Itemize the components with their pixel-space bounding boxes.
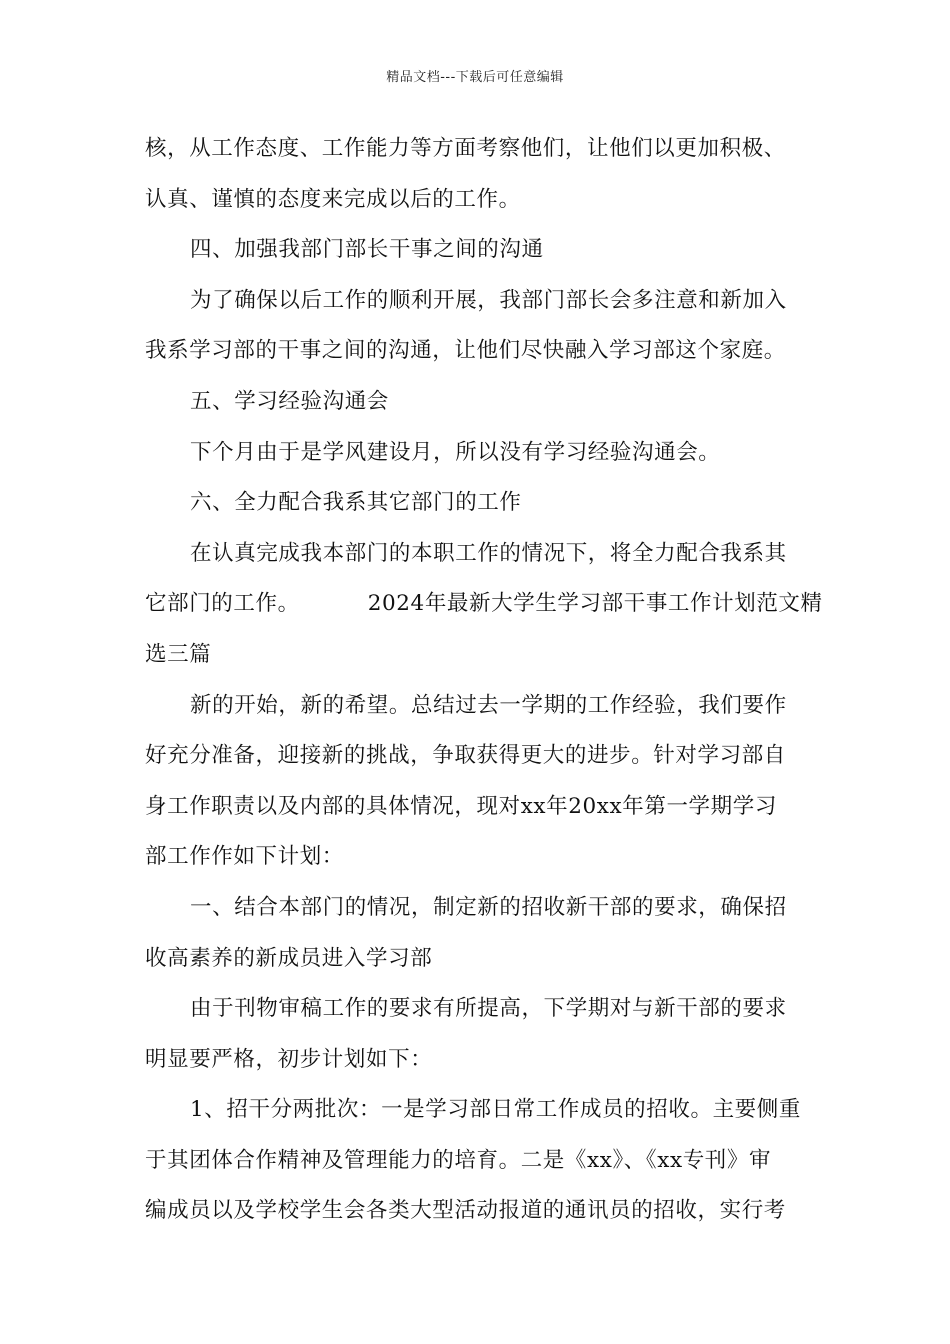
text-line: 新的开始，新的希望。总结过去一学期的工作经验，我们要作 xyxy=(190,692,787,718)
text-line: 我系学习部的干事之间的沟通，让他们尽快融入学习部这个家庭。 xyxy=(145,338,786,364)
text-line: 1、招干分两批次：一是学习部日常工作成员的招收。主要侧重 xyxy=(190,1097,801,1123)
text-line: 编成员以及学校学生会各类大型活动报道的通讯员的招收，实行考 xyxy=(145,1198,786,1224)
text-line: 在认真完成我本部门的本职工作的情况下，将全力配合我系其 xyxy=(190,540,787,566)
text-line: 身工作职责以及内部的具体情况，现对xx年20xx年第一学期学习 xyxy=(145,793,777,819)
text-line: 核，从工作态度、工作能力等方面考察他们，让他们以更加积极、 xyxy=(145,136,786,161)
text-line: 好充分准备，迎接新的挑战，争取获得更大的进步。针对学习部自 xyxy=(145,743,786,769)
section-heading: 四、加强我部门部长干事之间的沟通 xyxy=(190,237,544,263)
text-line: 明显要严格，初步计划如下： xyxy=(145,1046,433,1072)
page-header: 精品文档---下载后可任意编辑 xyxy=(386,70,564,85)
section-heading: 六、全力配合我系其它部门的工作 xyxy=(190,490,522,516)
article-title: 2024年最新大学生学习部干事工作计划范文精 xyxy=(367,591,823,617)
text-line: 由于刊物审稿工作的要求有所提高，下学期对与新干部的要求 xyxy=(190,996,787,1022)
document-body xyxy=(145,124,823,1237)
text-line: 认真、谨慎的态度来完成以后的工作。 xyxy=(145,186,521,212)
article-title-continued: 选三篇 xyxy=(145,641,212,667)
text-line: 为了确保以后工作的顺利开展，我部门部长会多注意和新加入 xyxy=(190,287,787,313)
text-line: 收高素养的新成员进入学习部 xyxy=(145,945,433,971)
text-line: 部工作作如下计划： xyxy=(145,844,344,870)
text-line xyxy=(145,579,823,630)
text-line: 于其团体合作精神及管理能力的培育。二是《xx》、《xx专刊》审 xyxy=(145,1147,772,1173)
section-heading: 五、学习经验沟通会 xyxy=(190,388,389,414)
text-segment: 它部门的工作。 xyxy=(145,591,300,617)
section-heading: 一、结合本部门的情况，制定新的招收新干部的要求，确保招 xyxy=(190,894,787,920)
text-line: 下个月由于是学风建设月，所以没有学习经验沟通会。 xyxy=(190,439,721,465)
